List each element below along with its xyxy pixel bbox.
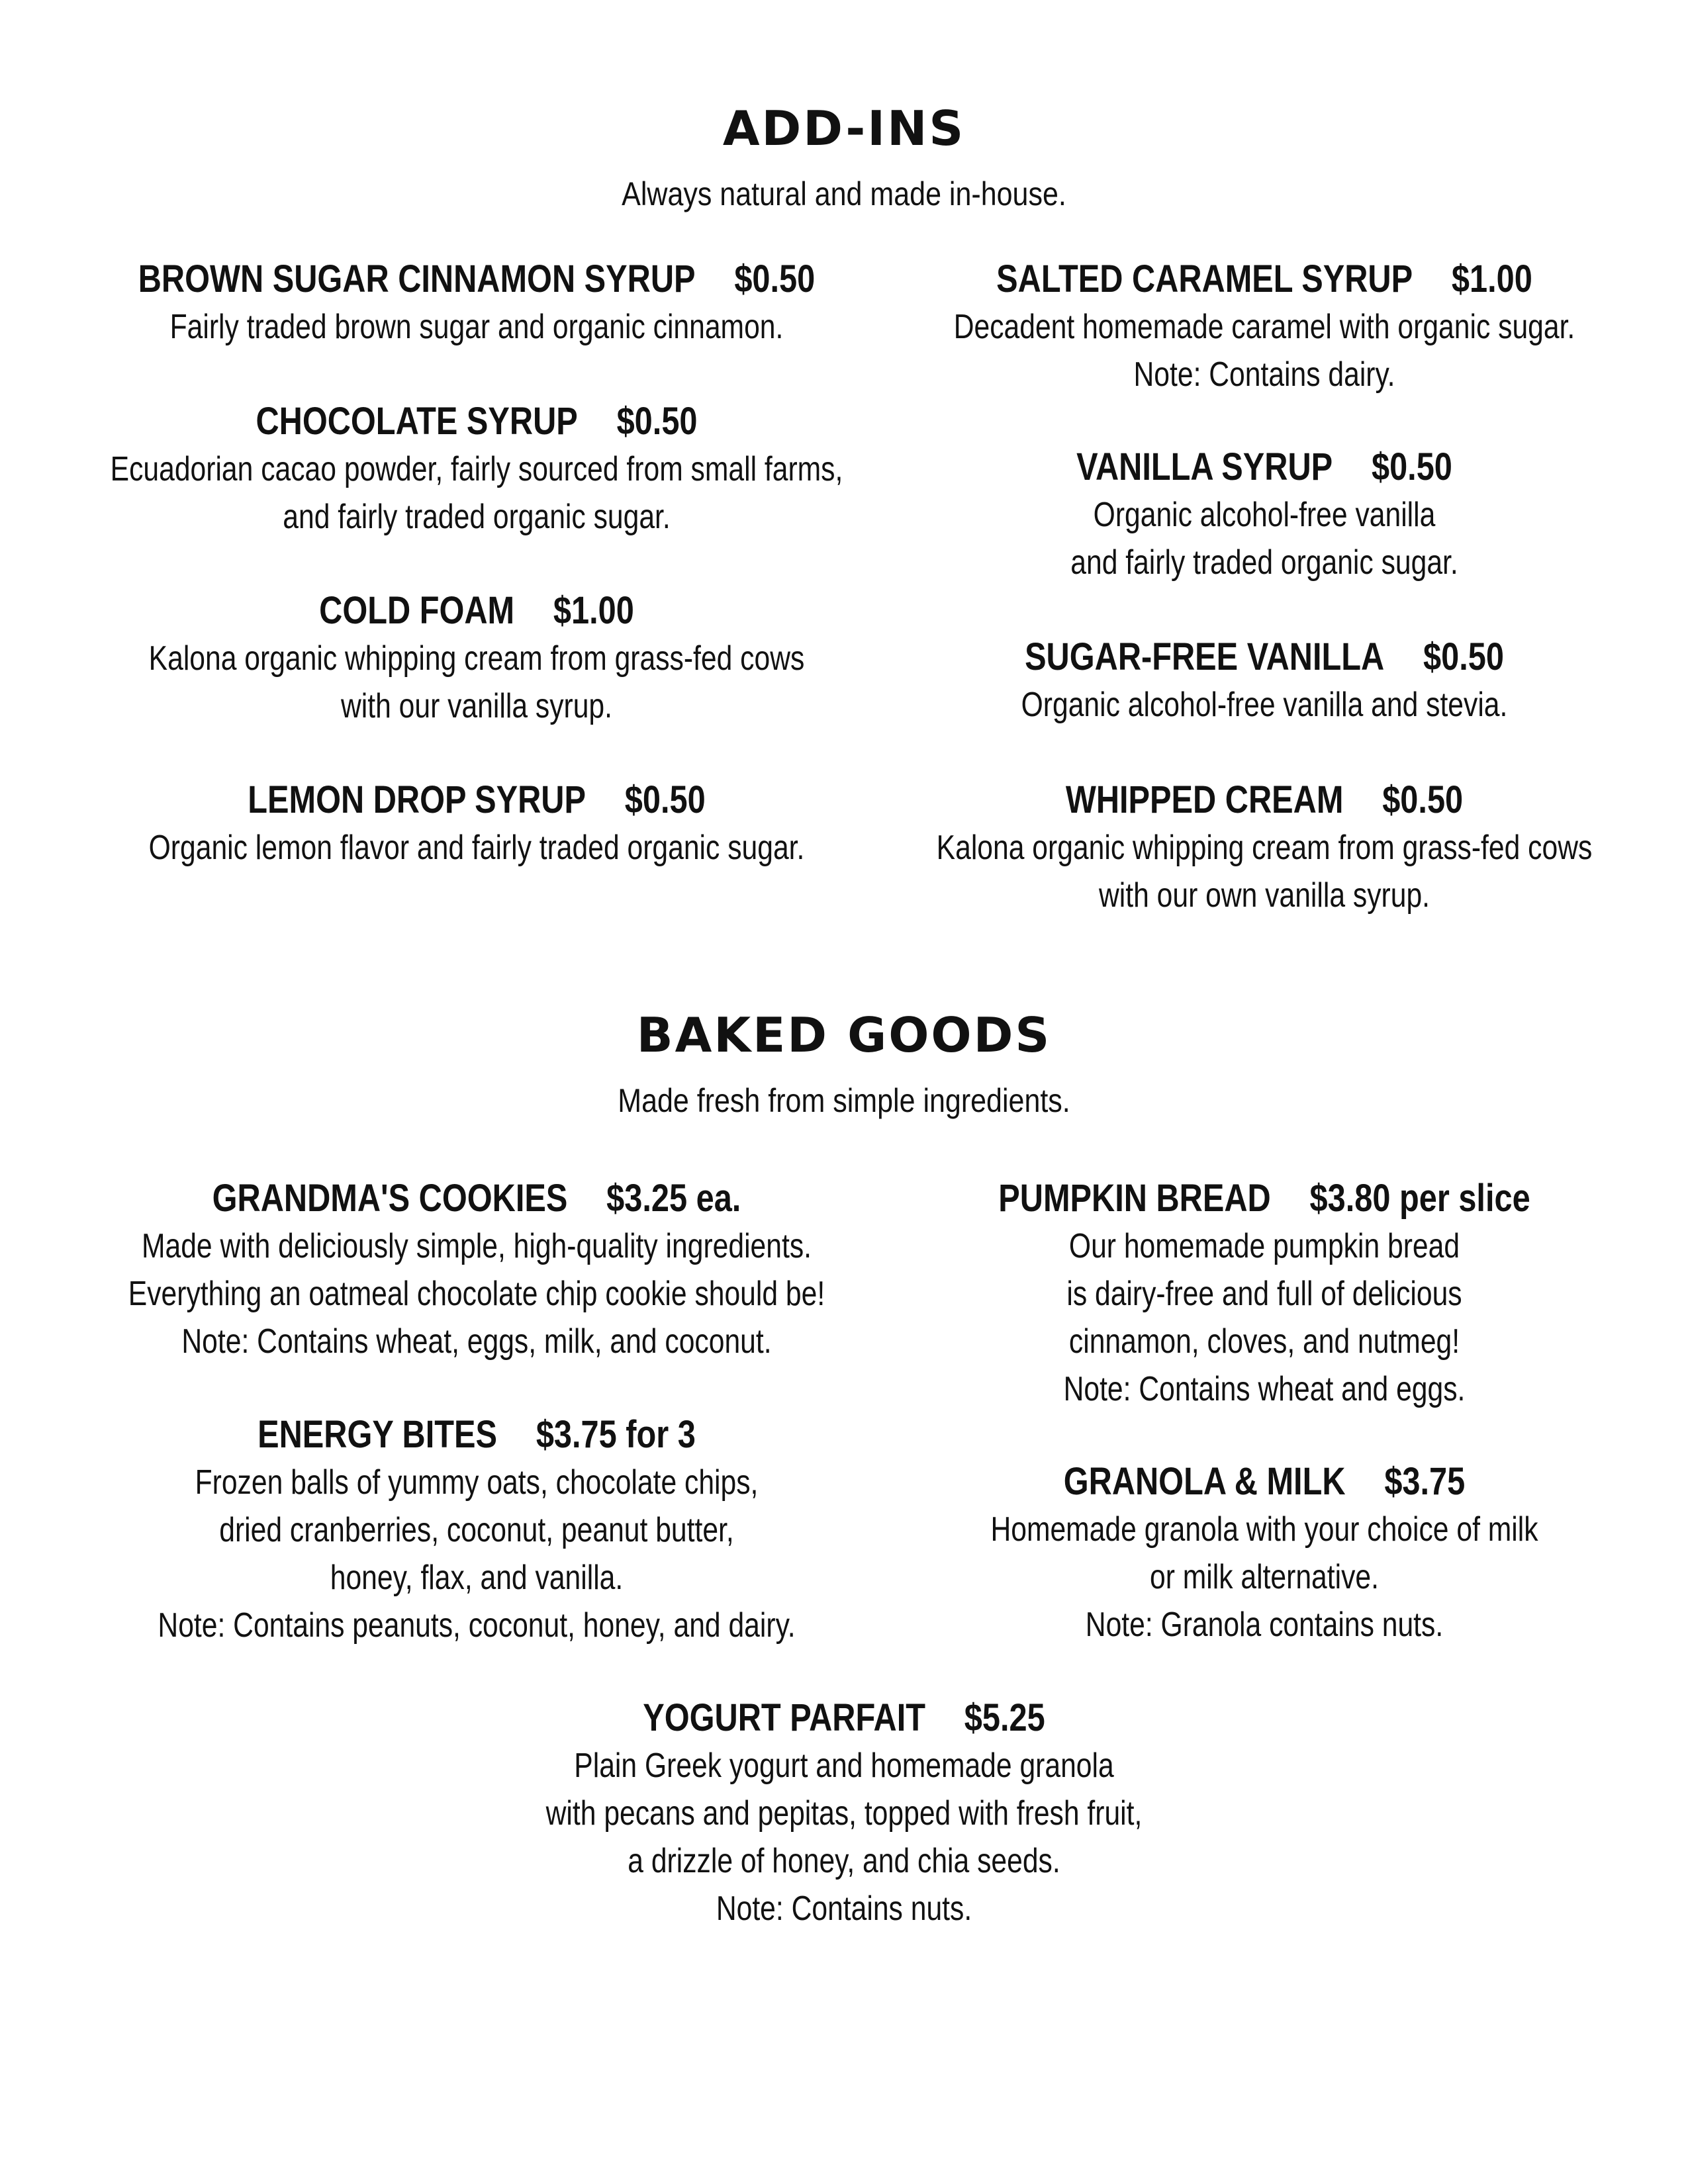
item-heading — [908, 1175, 1620, 1222]
item-price: $0.50 — [616, 400, 698, 443]
menu-item — [26, 776, 927, 872]
item-price: $0.50 — [624, 778, 706, 821]
item-description: Organic lemon flavor and fairly traded organic sugar. — [148, 829, 805, 867]
baked-subtitle: Made fresh from simple ingredients. — [618, 1082, 1070, 1119]
item-note: Note: Contains dairy. — [1133, 355, 1395, 394]
item-name: SALTED CARAMEL SYRUP — [996, 257, 1413, 300]
item-heading — [908, 633, 1620, 681]
item-price: $1.00 — [553, 589, 634, 632]
addins-subtitle: Always natural and made in-house. — [622, 175, 1066, 212]
item-description: Fairly traded brown sugar and organic cinnamon. — [169, 308, 784, 346]
item-description: or milk alternative. — [1150, 1558, 1379, 1596]
item-note: Note: Contains wheat and eggs. — [1063, 1370, 1466, 1408]
item-price: $5.25 — [964, 1696, 1045, 1739]
item-description: Frozen balls of yummy oats, chocolate chips, — [195, 1463, 759, 1502]
item-description: and fairly traded organic sugar. — [1070, 543, 1458, 582]
item-description: cinnamon, cloves, and nutmeg! — [1068, 1322, 1460, 1361]
menu-item — [26, 1175, 927, 1365]
item-price: $0.50 — [1423, 635, 1504, 678]
item-heading — [99, 255, 855, 303]
item-heading — [483, 1694, 1205, 1742]
menu-item — [841, 776, 1688, 919]
item-description: Made with deliciously simple, high-quality ingredients. — [141, 1227, 812, 1265]
item-name: VANILLA SYRUP — [1076, 445, 1333, 488]
item-description: and fairly traded organic sugar. — [283, 498, 671, 536]
item-name: LEMON DROP SYRUP — [248, 778, 586, 821]
menu-item — [26, 255, 927, 351]
menu-item — [26, 1411, 927, 1649]
item-note: Note: Granola contains nuts. — [1085, 1606, 1444, 1644]
item-heading — [908, 776, 1620, 824]
item-price: $3.75 — [1384, 1460, 1466, 1503]
baked-title: BAKED GOODS — [636, 1007, 1052, 1063]
menu-item — [841, 443, 1688, 586]
item-name: GRANDMA'S COOKIES — [212, 1177, 568, 1220]
item-description: Our homemade pumpkin bread — [1068, 1227, 1460, 1265]
menu-item — [841, 255, 1688, 398]
item-description: Organic alcohol-free vanilla and stevia. — [1021, 686, 1508, 724]
item-name: PUMPKIN BREAD — [998, 1177, 1271, 1220]
item-heading — [99, 776, 855, 824]
menu-item — [841, 1175, 1688, 1413]
addins-title: ADD-INS — [722, 101, 966, 156]
item-description: Organic alcohol-free vanilla — [1093, 496, 1436, 534]
item-heading — [99, 398, 855, 445]
item-note: Note: Contains nuts. — [716, 1889, 972, 1928]
item-price: $3.80 per slice — [1309, 1177, 1530, 1220]
item-description: Homemade granola with your choice of milk — [990, 1510, 1538, 1549]
item-name: WHIPPED CREAM — [1065, 778, 1344, 821]
menu-item — [26, 587, 927, 730]
item-name: YOGURT PARFAIT — [643, 1696, 926, 1739]
item-heading — [908, 443, 1620, 491]
menu-item — [414, 1694, 1274, 1933]
item-heading — [99, 1411, 855, 1459]
item-name: ENERGY BITES — [258, 1413, 498, 1456]
item-name: GRANOLA & MILK — [1063, 1460, 1346, 1503]
item-heading — [908, 255, 1620, 303]
item-price: $0.50 — [734, 257, 816, 300]
item-description: Decadent homemade caramel with organic sugar. — [953, 308, 1575, 346]
item-note: Note: Contains wheat, eggs, milk, and coconut. — [181, 1322, 772, 1361]
item-name: BROWN SUGAR CINNAMON SYRUP — [138, 257, 696, 300]
item-description: with our vanilla syrup. — [341, 687, 612, 725]
item-description: Plain Greek yogurt and homemade granola — [574, 1747, 1114, 1785]
item-price: $3.75 for 3 — [536, 1413, 696, 1456]
item-description: Ecuadorian cacao powder, fairly sourced from small farms, — [110, 450, 843, 488]
item-note: Note: Contains peanuts, coconut, honey, and dairy. — [158, 1606, 796, 1645]
item-description: is dairy-free and full of delicious — [1066, 1275, 1462, 1313]
item-name: COLD FOAM — [319, 589, 515, 632]
item-price: $0.50 — [1382, 778, 1464, 821]
item-heading — [908, 1458, 1620, 1506]
menu-item — [841, 1458, 1688, 1649]
item-description: honey, flax, and vanilla. — [330, 1559, 624, 1597]
item-name: CHOCOLATE SYRUP — [256, 400, 578, 443]
item-description: a drizzle of honey, and chia seeds. — [628, 1842, 1060, 1880]
item-description: with our own vanilla syrup. — [1098, 876, 1430, 915]
item-description: Kalona organic whipping cream from grass-fed cows — [148, 639, 805, 678]
menu-item — [841, 633, 1688, 729]
item-price: $1.00 — [1451, 257, 1532, 300]
item-name: SUGAR-FREE VANILLA — [1025, 635, 1385, 678]
item-price: $3.25 ea. — [606, 1177, 741, 1220]
item-description: dried cranberries, coconut, peanut butter, — [219, 1511, 734, 1549]
menu-item — [26, 398, 927, 541]
item-description: Kalona organic whipping cream from grass-fed cows — [936, 829, 1593, 867]
item-heading — [99, 587, 855, 635]
item-price: $0.50 — [1371, 445, 1452, 488]
item-description: with pecans and pepitas, topped with fresh fruit, — [545, 1794, 1143, 1833]
item-heading — [99, 1175, 855, 1222]
item-description: Everything an oatmeal chocolate chip cookie should be! — [128, 1275, 825, 1313]
